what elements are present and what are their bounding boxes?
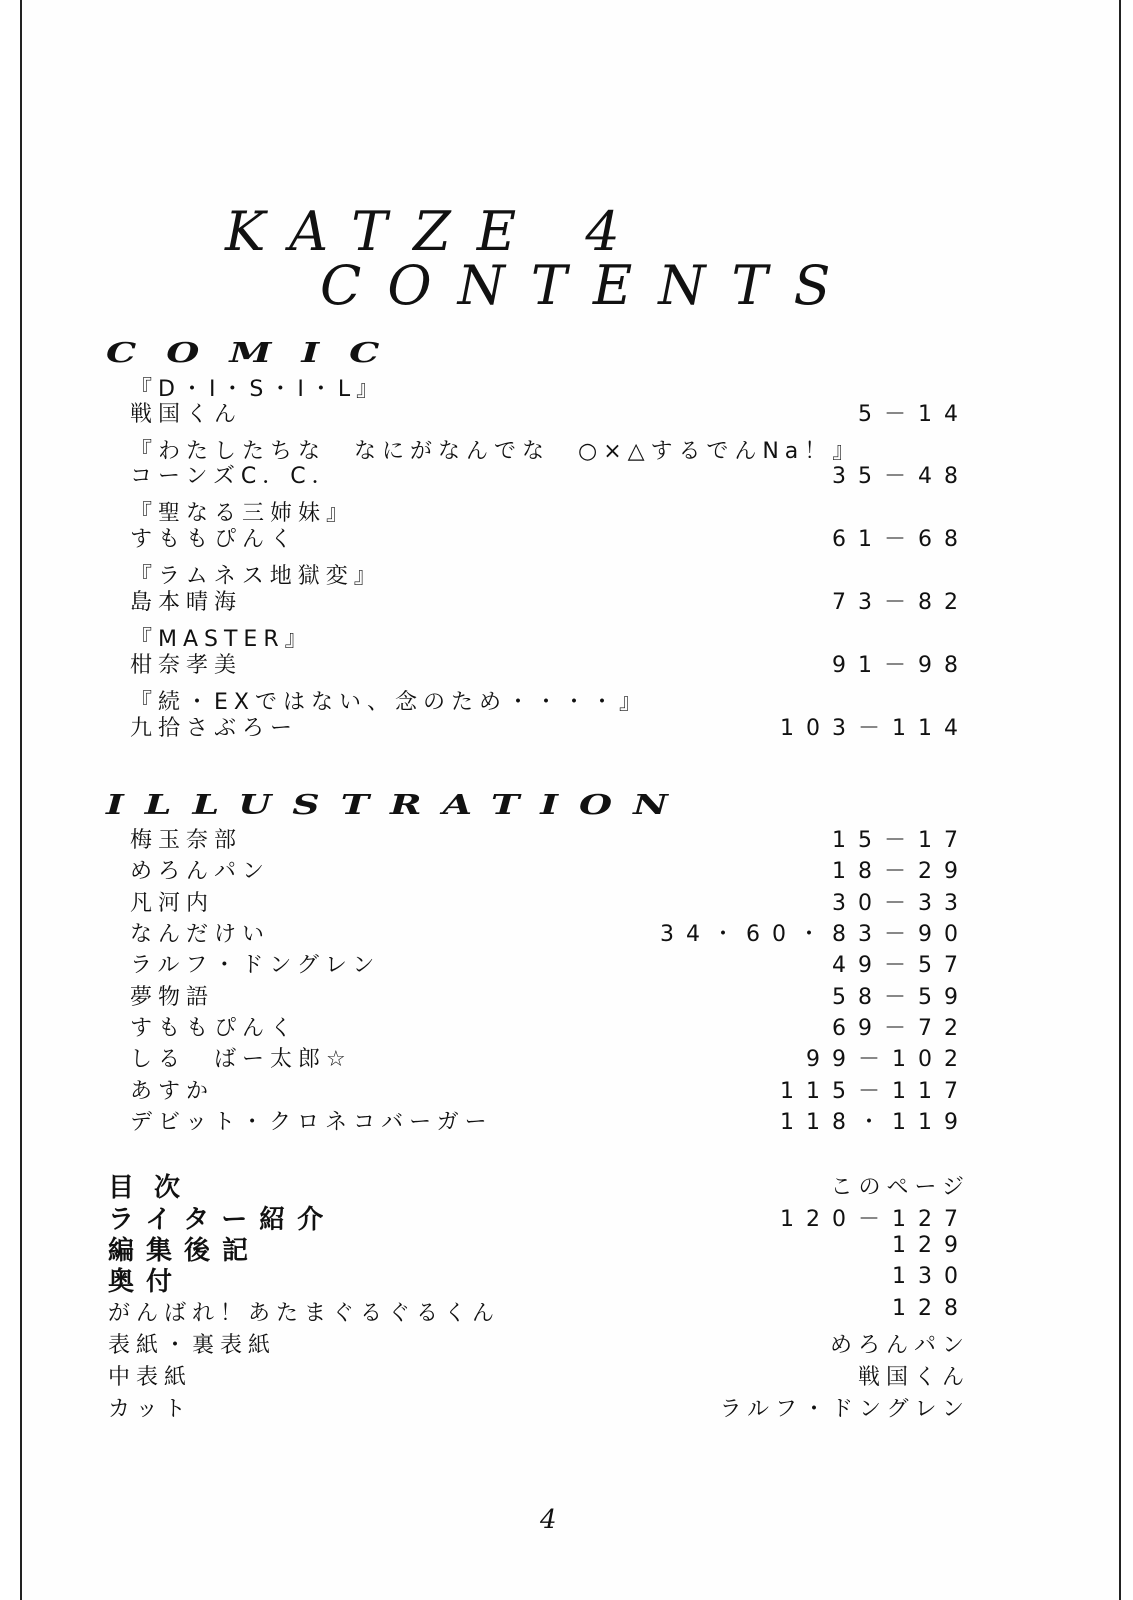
- illustration-entry-row: [130, 980, 970, 1012]
- comic-section-heading: COMIC: [106, 336, 410, 369]
- illustration-entry-row: [130, 948, 970, 980]
- comic-entry-row: [130, 459, 970, 491]
- misc-entry-row: [108, 1264, 970, 1296]
- illustration-entry-row: [130, 1042, 970, 1074]
- misc-entry-row: [108, 1328, 970, 1360]
- illustration-entry-row: [130, 1074, 970, 1106]
- illustration-pages: 118・119: [780, 1110, 970, 1135]
- misc-entry-row: [108, 1233, 970, 1265]
- comic-pages: 61－68: [832, 527, 970, 552]
- comic-pages: 5－14: [858, 402, 970, 427]
- misc-value: 128: [892, 1296, 970, 1321]
- misc-entry-row: [108, 1360, 970, 1392]
- comic-entry-row: [130, 522, 970, 554]
- comic-entry-row: [130, 711, 970, 743]
- page-left-edge: [0, 0, 22, 1600]
- comic-work-title: 『ラムネス地獄変』: [130, 564, 382, 589]
- illustration-entry-row: [130, 886, 970, 918]
- illustration-entry-row: [130, 1011, 970, 1043]
- illustration-pages: 15－17: [832, 828, 970, 853]
- misc-label: 目次: [108, 1173, 201, 1203]
- comic-work-title: 『MASTER』: [130, 627, 313, 652]
- page-right-edge: [1119, 0, 1133, 1600]
- illustration-pages: 34・60・83－90: [660, 922, 970, 947]
- misc-entry-row: [108, 1170, 970, 1202]
- comic-entry-row: [130, 585, 970, 617]
- comic-entry-row: [130, 397, 970, 429]
- illustration-pages: 49－57: [832, 953, 970, 978]
- misc-label: ライター紹介: [108, 1205, 336, 1235]
- misc-entry-row: [108, 1296, 970, 1328]
- illustrator-name: ラルフ・ドングレン: [130, 953, 381, 978]
- illustration-pages: 58－59: [832, 985, 970, 1010]
- comic-pages: 91－98: [832, 653, 970, 678]
- comic-work-title: 『わたしたちな なにがなんでな ○×△するでんNa！』: [130, 439, 861, 464]
- comic-author: すももぴんく: [130, 527, 299, 552]
- comic-author: 戦国くん: [130, 402, 243, 427]
- magazine-title: KATZE 4: [225, 200, 646, 263]
- illustration-entry-row: [130, 1105, 970, 1137]
- misc-value: このページ: [830, 1175, 970, 1200]
- misc-label: 奥付: [108, 1267, 185, 1297]
- illustration-pages: 18－29: [832, 859, 970, 884]
- misc-label: 中表紙: [108, 1365, 193, 1390]
- misc-value: 129: [892, 1233, 970, 1258]
- misc-label: 編集後記: [108, 1236, 261, 1266]
- illustration-section-heading: ILLUSTRATION: [106, 788, 689, 821]
- illustration-pages: 30－33: [832, 891, 970, 916]
- misc-value: 130: [892, 1264, 970, 1289]
- illustrator-name: しる ばー太郎☆: [130, 1047, 352, 1072]
- misc-value: 120－127: [780, 1207, 970, 1232]
- illustration-entry-row: [130, 823, 970, 855]
- comic-work-title: 『続・EXではない、念のため・・・・』: [130, 690, 647, 715]
- illustrator-name: なんだけい: [130, 922, 271, 947]
- comic-pages: 103－114: [780, 716, 970, 741]
- misc-value: めろんパン: [829, 1333, 970, 1358]
- misc-label: カット: [108, 1397, 192, 1422]
- comic-pages: 73－82: [832, 590, 970, 615]
- comic-author: 柑奈孝美: [130, 653, 243, 678]
- comic-author: 九拾さぶろー: [130, 716, 299, 741]
- misc-label: がんばれ！あたまぐるぐるくん: [108, 1301, 501, 1326]
- illustration-pages: 115－117: [780, 1079, 970, 1104]
- contents-heading: CONTENTS: [320, 254, 857, 317]
- comic-author: 島本晴海: [130, 590, 243, 615]
- comic-entry-row: [130, 648, 970, 680]
- comic-work-title: 『聖なる三姉妹』: [130, 501, 355, 526]
- misc-value: ラルフ・ドングレン: [719, 1397, 970, 1422]
- illustrator-name: デビット・クロネコバーガー: [130, 1110, 493, 1135]
- page-number: 4: [540, 1505, 557, 1535]
- illustrator-name: 梅玉奈部: [130, 828, 243, 853]
- comic-work-title: 『D・I・S・I・L』: [130, 377, 385, 402]
- comic-author: コーンズC．C．: [130, 464, 340, 489]
- misc-label: 表紙・裏表紙: [108, 1333, 277, 1358]
- illustrator-name: めろんパン: [130, 859, 271, 884]
- misc-entry-row: [108, 1392, 970, 1424]
- illustration-pages: 69－72: [832, 1016, 970, 1041]
- illustrator-name: 凡河内: [130, 891, 215, 916]
- comic-pages: 35－48: [832, 464, 970, 489]
- illustration-entry-row: [130, 854, 970, 886]
- illustrator-name: あすか: [130, 1079, 215, 1104]
- illustrator-name: 夢物語: [130, 985, 215, 1010]
- illustrator-name: すももぴんく: [130, 1016, 299, 1041]
- illustration-entry-row: [130, 917, 970, 949]
- illustration-pages: 99－102: [806, 1047, 970, 1072]
- misc-value: 戦国くん: [857, 1365, 970, 1390]
